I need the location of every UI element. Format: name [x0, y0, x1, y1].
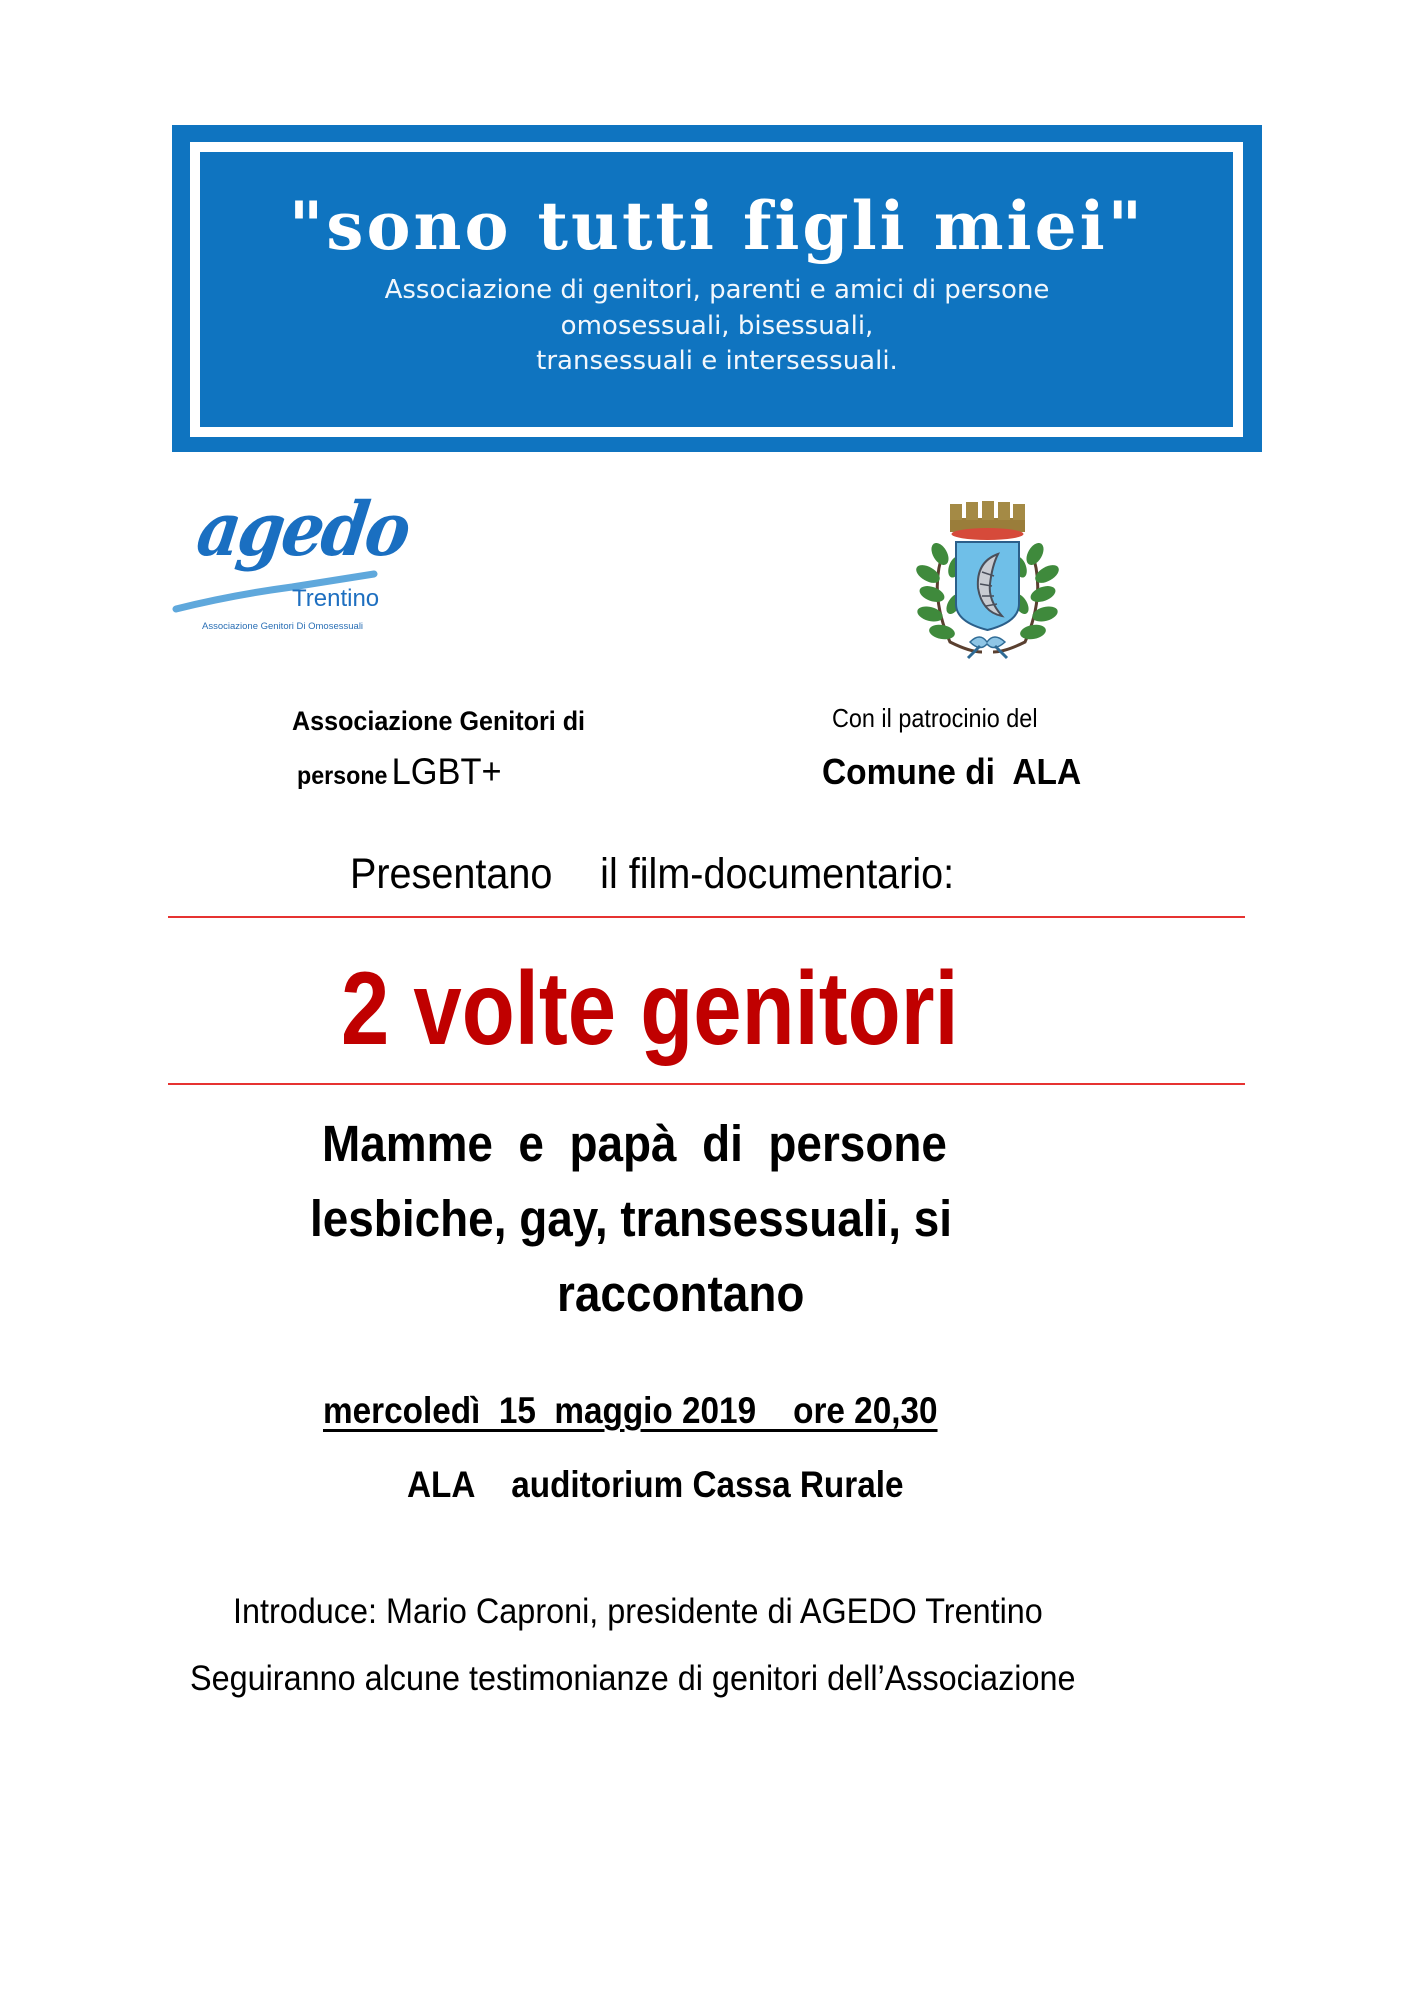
coat-of-arms-icon [910, 492, 1065, 668]
organizer-persone: persone [297, 762, 388, 790]
film-title: 2 volte genitori [341, 951, 959, 1067]
program-introduce: Introduce: Mario Caproni, presidente di AGEDO Trentino [233, 1592, 1043, 1631]
event-date-time: mercoledì 15 maggio 2019 ore 20,30 [323, 1390, 938, 1431]
presenting-line [350, 850, 954, 899]
program-testimonies: Seguiranno alcune testimonianze di genitori dell’Associazione [190, 1659, 1076, 1698]
event-venue: ALA auditorium Cassa Rurale [407, 1464, 904, 1505]
organizer-line-1: Associazione Genitori di [292, 706, 586, 736]
patronage-line-1: Con il patrocinio del [832, 703, 1038, 733]
agedo-logo [172, 487, 414, 645]
film-tagline-line: raccontano [557, 1265, 805, 1322]
banner-subtitle-line: omosessuali, bisessuali, [560, 311, 874, 341]
agedo-region: Trentino [292, 585, 380, 612]
banner-subtitle-line: transessuali e intersessuali. [536, 346, 898, 376]
banner-title: "sono tutti figli miei" [288, 187, 1146, 265]
film-documentary-label: il film-documentario: [600, 850, 955, 898]
banner-subtitle-line: Associazione di genitori, parenti e amici di persone [384, 275, 1050, 305]
film-tagline-line: Mamme e papà di persone [322, 1115, 947, 1172]
patronage-comune: Comune di ALA [822, 751, 1082, 792]
divider-top [168, 916, 1245, 918]
agedo-wordmark: agedo [191, 487, 414, 573]
film-tagline-line: lesbiche, gay, transessuali, si [310, 1190, 953, 1247]
organizer-lgbt: LGBT+ [391, 751, 502, 792]
organizer-line-2 [297, 751, 502, 793]
presentano-label: Presentano [350, 850, 553, 898]
agedo-tagline: Associazione Genitori Di Omosessuali [202, 621, 364, 632]
divider-bottom [168, 1083, 1245, 1085]
association-banner [172, 125, 1262, 452]
